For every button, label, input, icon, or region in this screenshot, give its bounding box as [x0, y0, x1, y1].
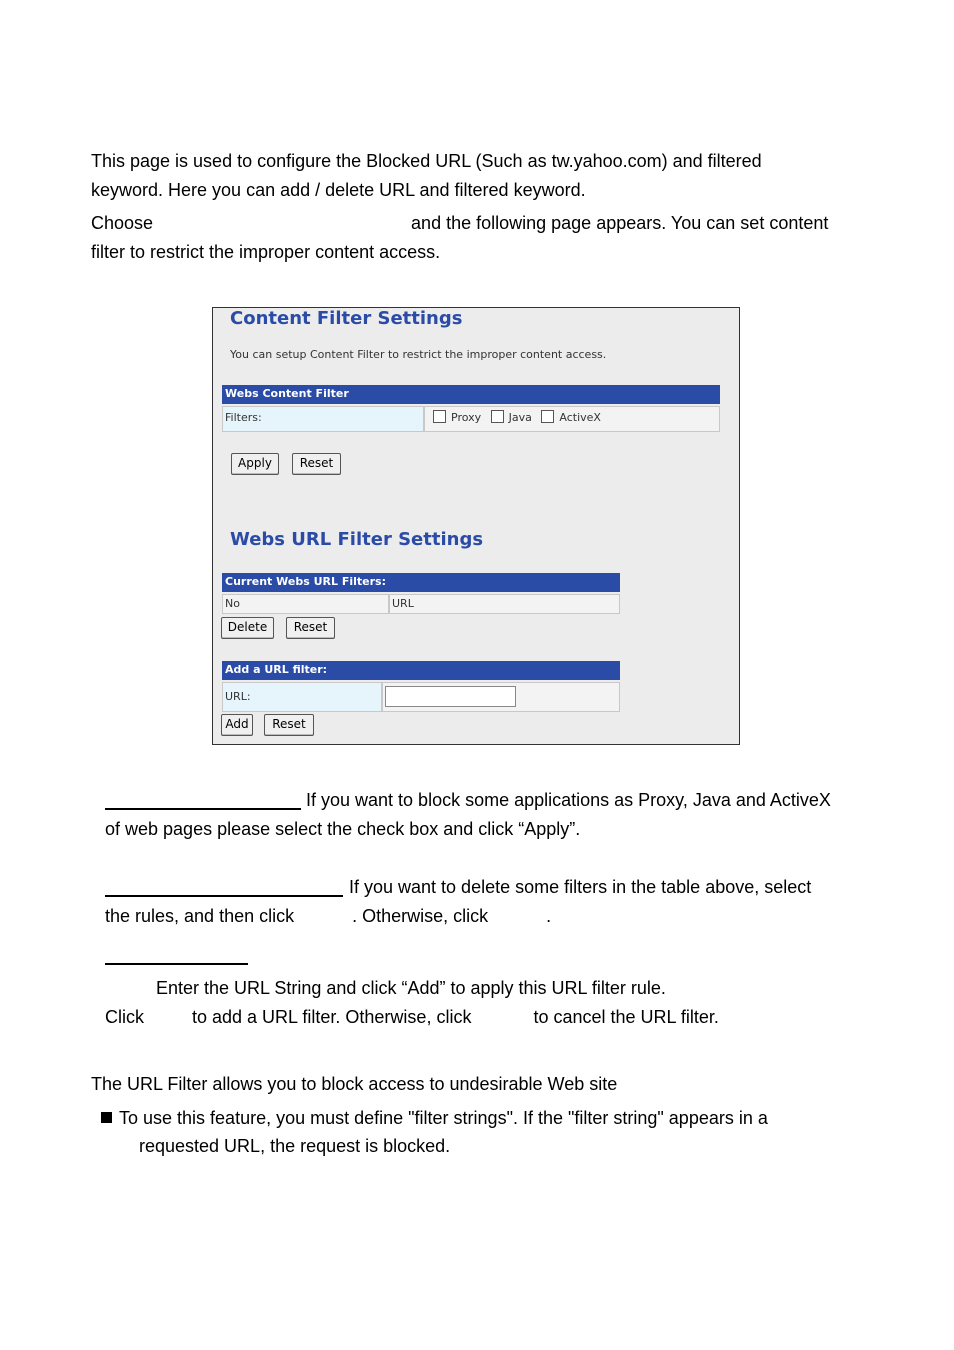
column-no: No — [222, 594, 389, 614]
current-url-filters-header: Current Webs URL Filters: — [222, 573, 620, 592]
current-filter-explain-2b: . Otherwise, click — [352, 906, 489, 926]
add-filter-explain-2c: to cancel the URL filter. — [533, 1007, 719, 1027]
add-filter-explain-2b: to add a URL filter. Otherwise, click — [192, 1007, 472, 1027]
activex-label: ActiveX — [559, 411, 601, 424]
apply-button[interactable]: Apply — [231, 453, 279, 475]
current-filters-reset-button[interactable]: Reset — [286, 617, 335, 639]
add-url-filter-header: Add a URL filter: — [222, 661, 620, 680]
column-url: URL — [389, 594, 620, 614]
url-filter-settings-title: Webs URL Filter Settings — [230, 529, 484, 550]
current-filter-explain-2 — [105, 902, 551, 931]
footer-bullet-text-1: To use this feature, you must define "filter strings". If the "filter string" appears in a — [119, 1108, 768, 1128]
footer-bullet-line-2: requested URL, the request is blocked. — [139, 1136, 451, 1156]
add-filter-explain-2a: Click — [105, 1007, 144, 1027]
add-filter-explain-1: Enter the URL String and click “Add” to apply this URL filter rule. — [156, 978, 666, 998]
content-filter-screenshot — [212, 307, 740, 745]
java-label: Java — [508, 411, 532, 424]
url-label: URL: — [222, 682, 382, 712]
footer-bullet-line-1 — [101, 1104, 768, 1133]
delete-button[interactable]: Delete — [221, 617, 274, 639]
java-checkbox[interactable] — [491, 410, 504, 423]
webs-content-filter-term-underline — [105, 808, 301, 810]
filters-label: Filters: — [222, 406, 424, 432]
activex-checkbox[interactable] — [541, 410, 554, 423]
content-filter-explain-1: If you want to block some applications as Proxy, Java and ActiveX — [306, 790, 831, 810]
footer-line-1: The URL Filter allows you to block access to undesirable Web site — [91, 1074, 618, 1094]
add-url-filter-term-underline — [105, 963, 248, 965]
square-bullet-icon — [101, 1112, 112, 1123]
intro-line-3 — [91, 209, 828, 238]
intro-choose-text: Choose — [91, 213, 154, 233]
content-filter-description: You can setup Content Filter to restrict the improper content access. — [230, 348, 607, 361]
url-input[interactable] — [385, 686, 516, 707]
content-filter-explain-2: of web pages please select the check box and click “Apply”. — [105, 819, 581, 839]
proxy-label: Proxy — [451, 411, 482, 424]
add-button[interactable]: Add — [221, 714, 253, 736]
filters-options — [424, 406, 720, 432]
intro-line-4: filter to restrict the improper content access. — [91, 242, 441, 262]
intro-line-2: keyword. Here you can add / delete URL and filtered keyword. — [91, 180, 586, 200]
current-filter-explain-2c: . — [546, 906, 552, 926]
add-filter-reset-button[interactable]: Reset — [264, 714, 314, 736]
current-filter-explain-2a: the rules, and then click — [105, 906, 295, 926]
current-url-filter-term-underline — [105, 895, 343, 897]
webs-content-filter-header: Webs Content Filter — [222, 385, 720, 404]
intro-line-3-end: and the following page appears. You can set content — [411, 213, 829, 233]
content-filter-reset-button[interactable]: Reset — [292, 453, 341, 475]
current-filter-explain-1: If you want to delete some filters in the table above, select — [349, 877, 812, 897]
intro-line-1: This page is used to configure the Blocked URL (Such as tw.yahoo.com) and filtered — [91, 151, 762, 171]
content-filter-title: Content Filter Settings — [230, 308, 463, 329]
add-filter-explain-2 — [105, 1003, 719, 1032]
proxy-checkbox[interactable] — [433, 410, 446, 423]
